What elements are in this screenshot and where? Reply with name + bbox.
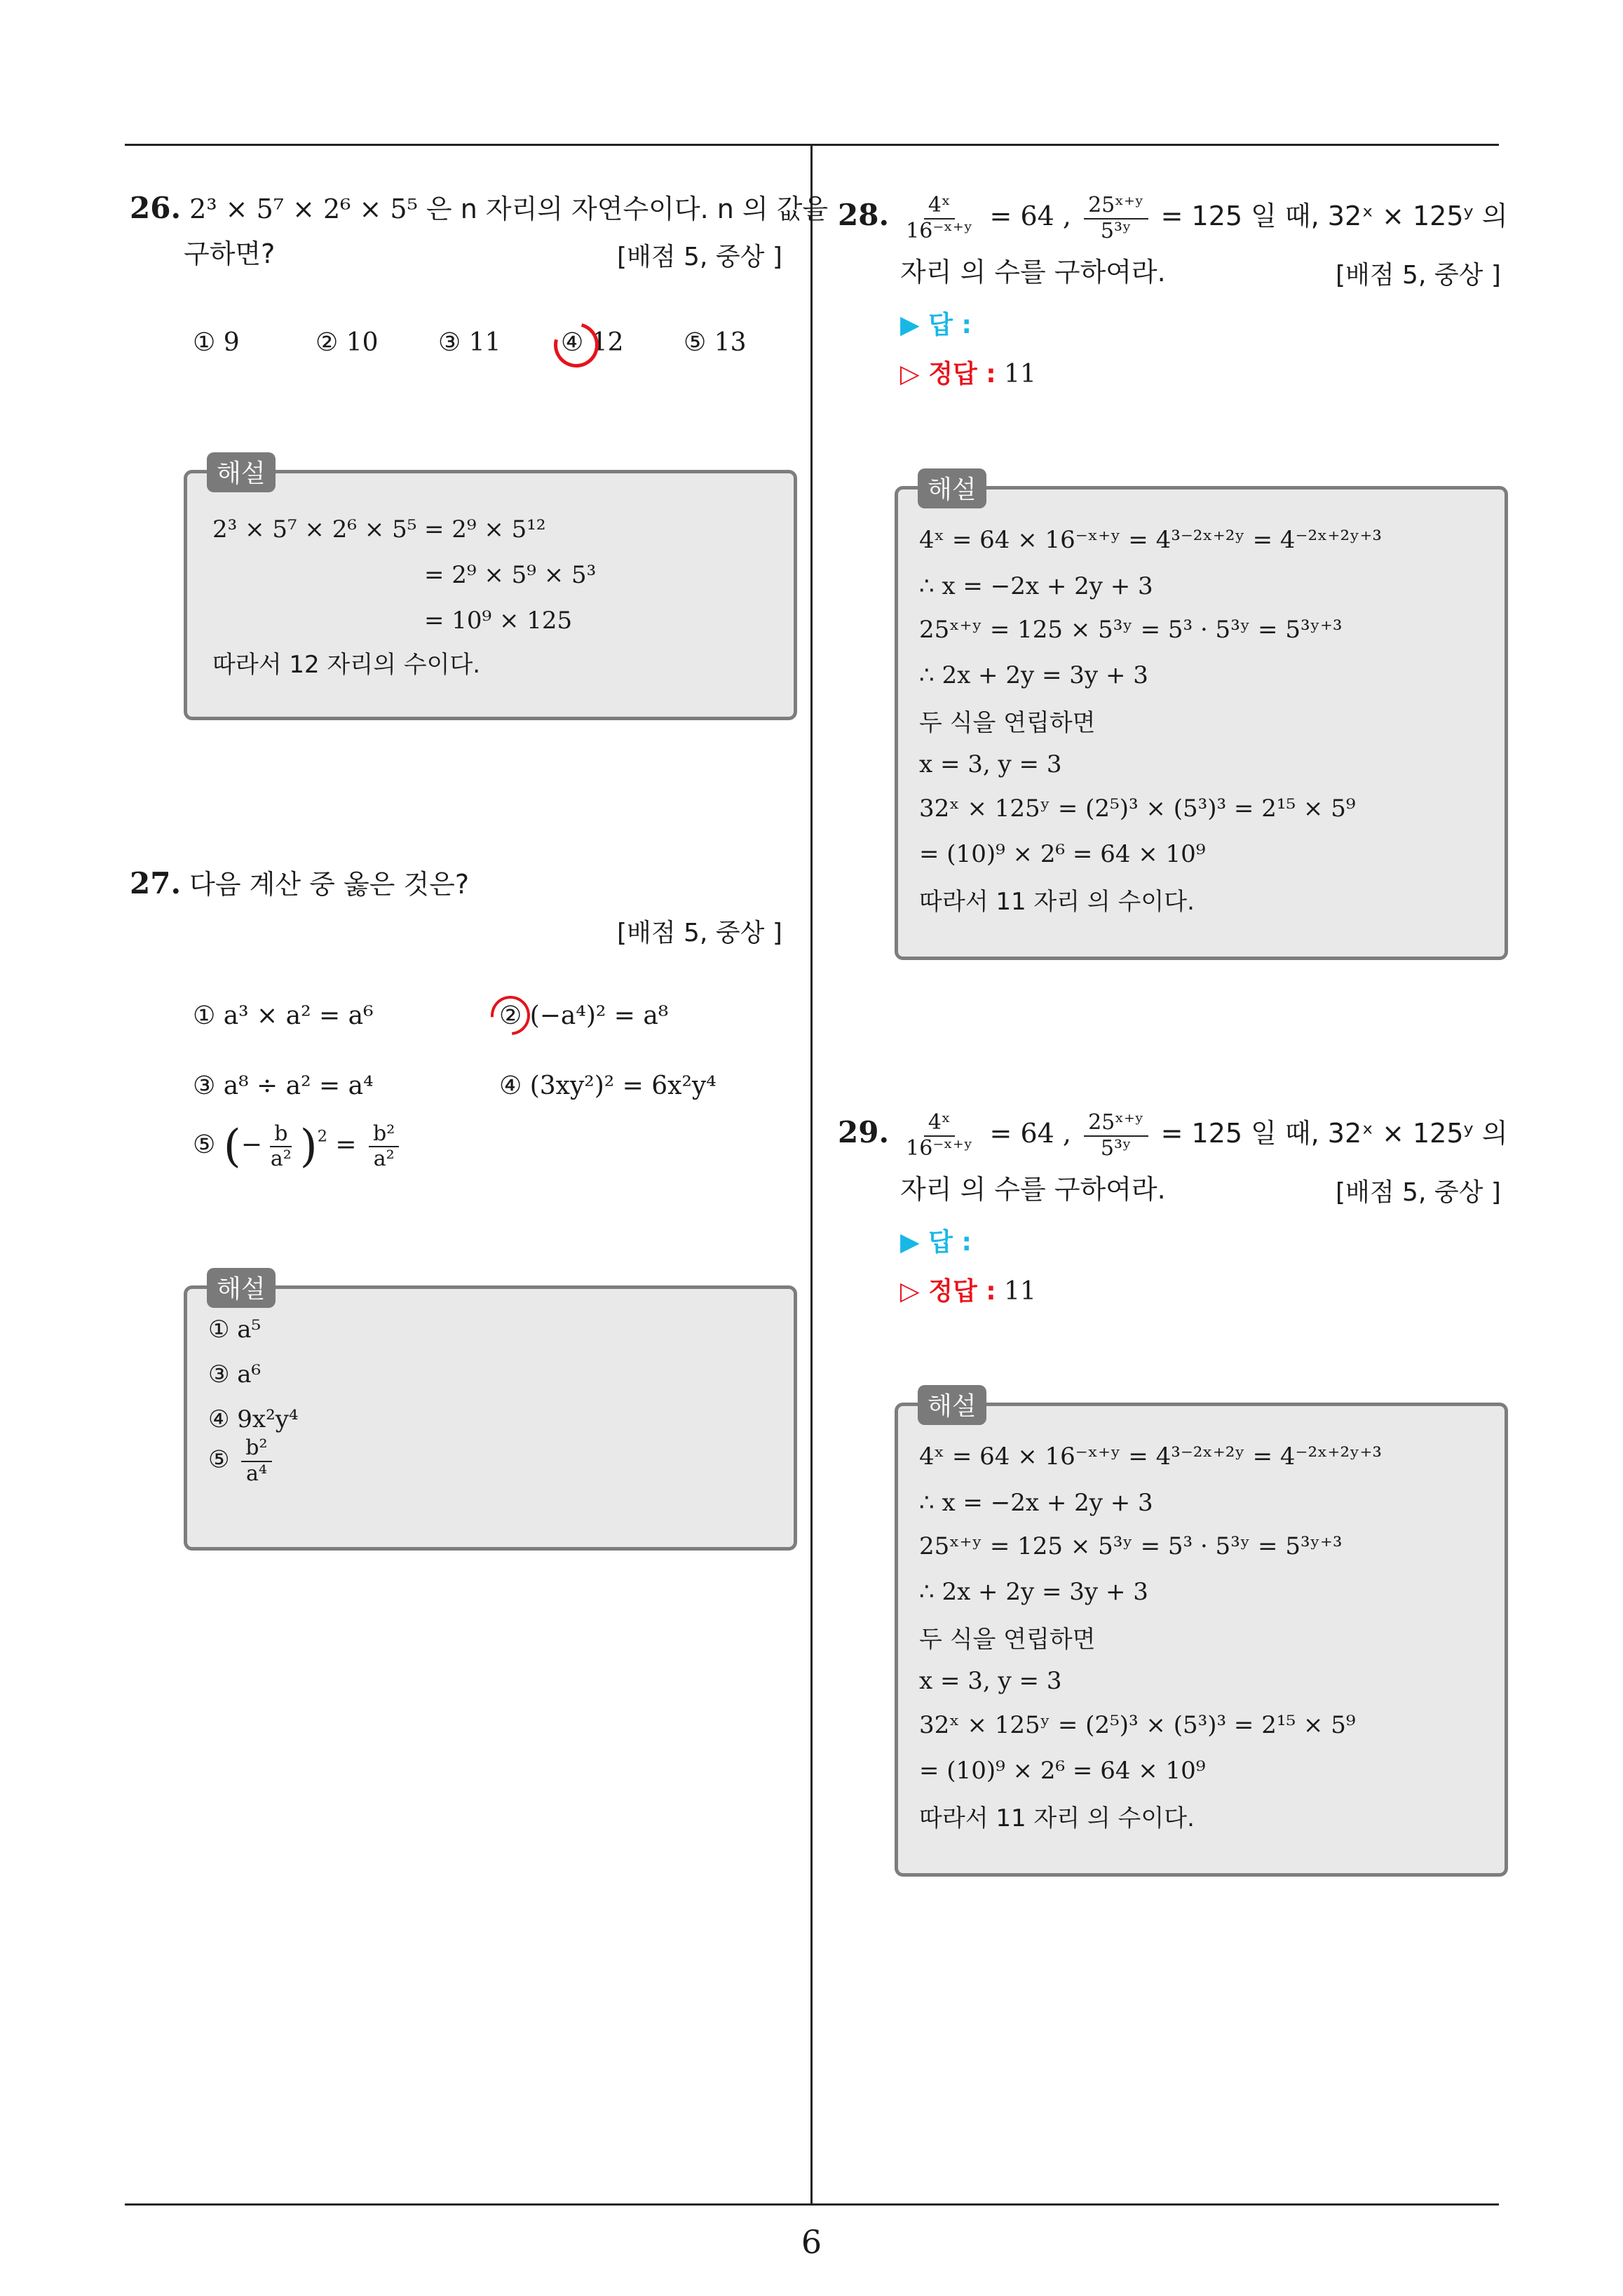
choice-5[interactable]: ⑤ (− $\frac{b}{\text{a²}}$ )$^2$ = $\frac{\text{b²}}{\text{a²}}$ bbox=[193, 1121, 403, 1173]
page-number: 6 bbox=[801, 2223, 822, 2261]
question-stem: 은 n 자리의 자연수이다. n 의 값을 bbox=[426, 194, 829, 224]
solution-box-28 bbox=[895, 475, 1508, 960]
question-number: 29. bbox=[838, 1115, 890, 1149]
equation-part: = 125 일 때, 32ˣ × 125ʸ 의 bbox=[1160, 201, 1508, 231]
fraction: $\frac{\text{4ˣ}}{\text{16⁻ˣ⁺ʸ}}$ bbox=[906, 1110, 973, 1161]
solution-line: = 2⁹ × 5¹² bbox=[424, 515, 546, 543]
correct-value: 11 bbox=[1004, 1277, 1036, 1306]
solution-line: 따라서 12 자리의 수이다. bbox=[212, 651, 481, 679]
fraction: $\frac{\text{25ˣ⁺ʸ}}{\text{5³ʸ}}$ bbox=[1084, 194, 1148, 243]
choice-number: ⑤ bbox=[193, 1130, 216, 1159]
solution-box-27 bbox=[184, 1275, 797, 1551]
question-stem-line2: 자리 의 수를 구하여라. bbox=[900, 257, 1166, 288]
solution-label: 해설 bbox=[207, 452, 276, 492]
column-divider bbox=[810, 145, 813, 2204]
solution-label: 해설 bbox=[918, 468, 986, 508]
question-number: 26. bbox=[130, 191, 182, 225]
solution-line: 32ˣ × 125ʸ = (2⁵)³ × (5³)³ = 2¹⁵ × 5⁹ bbox=[919, 1711, 1356, 1739]
choice-4[interactable]: ④ (3xy²)² = 6x²y⁴ bbox=[499, 1072, 717, 1100]
solution-line: 25ˣ⁺ʸ = 125 × 5³ʸ = 5³ · 5³ʸ = 5³ʸ⁺³ bbox=[919, 1532, 1343, 1560]
solution-line: ④ 9x²y⁴ bbox=[208, 1405, 299, 1433]
question-stem-math: 2³ × 5⁷ × 2⁶ × 5⁵ bbox=[189, 194, 418, 224]
solution-line: 두 식을 연립하면 bbox=[919, 709, 1096, 737]
score-label: [배점 5, 중상 ] bbox=[1336, 1178, 1501, 1207]
paren-close: ) bbox=[299, 1121, 318, 1173]
solution-line: x = 3, y = 3 bbox=[919, 750, 1062, 778]
solution-line: 따라서 11 자리 의 수이다. bbox=[919, 888, 1195, 916]
equation-part: = 64 , bbox=[989, 201, 1071, 231]
correct-value: 11 bbox=[1004, 360, 1036, 389]
choice-2[interactable]: ② (−a⁴)² = a⁸ bbox=[499, 1001, 669, 1030]
paren-open: ( bbox=[223, 1121, 241, 1173]
choice-5[interactable]: ⑤ 13 bbox=[684, 328, 747, 357]
question-28 bbox=[838, 193, 1507, 243]
solution-line: = 2⁹ × 5⁹ × 5³ bbox=[424, 561, 597, 589]
solution-line: ③ a⁶ bbox=[208, 1360, 262, 1389]
solution-line: ∴ x = −2x + 2y + 3 bbox=[919, 572, 1153, 600]
question-26 bbox=[130, 186, 828, 231]
solution-line: 따라서 11 자리 의 수이다. bbox=[919, 1804, 1195, 1832]
answer-label[interactable]: ▶ 답 : bbox=[900, 1228, 972, 1257]
question-29 bbox=[838, 1110, 1507, 1161]
solution-line: ∴ 2x + 2y = 3y + 3 bbox=[919, 661, 1148, 689]
fraction: $\frac{\text{4ˣ}}{\text{16⁻ˣ⁺ʸ}}$ bbox=[906, 193, 973, 243]
answer-label[interactable]: ▶ 답 : bbox=[900, 311, 972, 339]
choice-3[interactable]: ③ 11 bbox=[438, 328, 501, 357]
correct-answer bbox=[900, 1271, 1036, 1307]
solution-line: ∴ x = −2x + 2y + 3 bbox=[919, 1489, 1153, 1517]
choice-1[interactable]: ① a³ × a² = a⁶ bbox=[193, 1001, 374, 1030]
solution-box-29 bbox=[895, 1392, 1508, 1877]
fraction: $\frac{b}{\text{a²}}$ bbox=[270, 1121, 292, 1171]
answer-mark-icon bbox=[545, 314, 606, 375]
choice-2[interactable]: ② 10 bbox=[315, 328, 379, 357]
solution-line: 4ˣ = 64 × 16⁻ˣ⁺ʸ = 4³⁻²ˣ⁺²ʸ = 4⁻²ˣ⁺²ʸ⁺³ bbox=[919, 1443, 1383, 1471]
question-27 bbox=[130, 861, 469, 907]
equation-part: = 125 일 때, 32ˣ × 125ʸ 의 bbox=[1160, 1118, 1508, 1149]
equation-part: = 64 , bbox=[989, 1118, 1071, 1149]
answer-mark-icon bbox=[483, 988, 538, 1044]
question-stem-line2: 구하면? bbox=[184, 238, 276, 269]
solution-line: 4ˣ = 64 × 16⁻ˣ⁺ʸ = 4³⁻²ˣ⁺²ʸ = 4⁻²ˣ⁺²ʸ⁺³ bbox=[919, 526, 1383, 554]
solution-label: 해설 bbox=[207, 1268, 276, 1308]
solution-line: = (10)⁹ × 2⁶ = 64 × 10⁹ bbox=[919, 1757, 1206, 1785]
choice-3[interactable]: ③ a⁸ ÷ a² = a⁴ bbox=[193, 1072, 374, 1100]
question-stem: 다음 계산 중 옳은 것은? bbox=[189, 869, 470, 900]
solution-line: 25ˣ⁺ʸ = 125 × 5³ʸ = 5³ · 5³ʸ = 5³ʸ⁺³ bbox=[919, 616, 1343, 644]
solution-line: x = 3, y = 3 bbox=[919, 1667, 1062, 1695]
solution-line: = 10⁹ × 125 bbox=[424, 607, 573, 635]
fraction: $\frac{\text{b²}}{\text{a²}}$ bbox=[369, 1122, 399, 1172]
solution-line: ⑤ $\frac{\text{b²}}{\text{a⁴}}$ bbox=[208, 1436, 276, 1486]
solution-label: 해설 bbox=[918, 1385, 986, 1425]
correct-label: ▷ 정답 : bbox=[900, 360, 996, 389]
question-number: 28. bbox=[838, 198, 890, 232]
solution-line: 32ˣ × 125ʸ = (2⁵)³ × (5³)³ = 2¹⁵ × 5⁹ bbox=[919, 795, 1356, 823]
score-label: [배점 5, 중상 ] bbox=[617, 243, 782, 271]
question-number: 27. bbox=[130, 866, 182, 900]
fraction: $\frac{\text{b²}}{\text{a⁴}}$ bbox=[241, 1436, 271, 1486]
correct-label: ▷ 정답 : bbox=[900, 1277, 996, 1306]
choice-4[interactable]: ④ 12 bbox=[561, 328, 624, 357]
solution-line: ① a⁵ bbox=[208, 1316, 262, 1344]
score-label: [배점 5, 중상 ] bbox=[1336, 261, 1501, 290]
choice-1[interactable]: ① 9 bbox=[193, 328, 240, 357]
fraction: $\frac{\text{25ˣ⁺ʸ}}{\text{5³ʸ}}$ bbox=[1084, 1111, 1148, 1161]
score-label: [배점 5, 중상 ] bbox=[617, 919, 782, 947]
solution-line: 두 식을 연립하면 bbox=[919, 1626, 1096, 1654]
solution-line: 2³ × 5⁷ × 2⁶ × 5⁵ bbox=[212, 515, 417, 543]
bottom-rule bbox=[125, 2203, 1499, 2206]
solution-line: = (10)⁹ × 2⁶ = 64 × 10⁹ bbox=[919, 840, 1206, 868]
solution-box-26 bbox=[184, 459, 797, 720]
correct-answer bbox=[900, 354, 1036, 390]
solution-line: ∴ 2x + 2y = 3y + 3 bbox=[919, 1578, 1148, 1606]
question-stem-line2: 자리 의 수를 구하여라. bbox=[900, 1174, 1166, 1205]
